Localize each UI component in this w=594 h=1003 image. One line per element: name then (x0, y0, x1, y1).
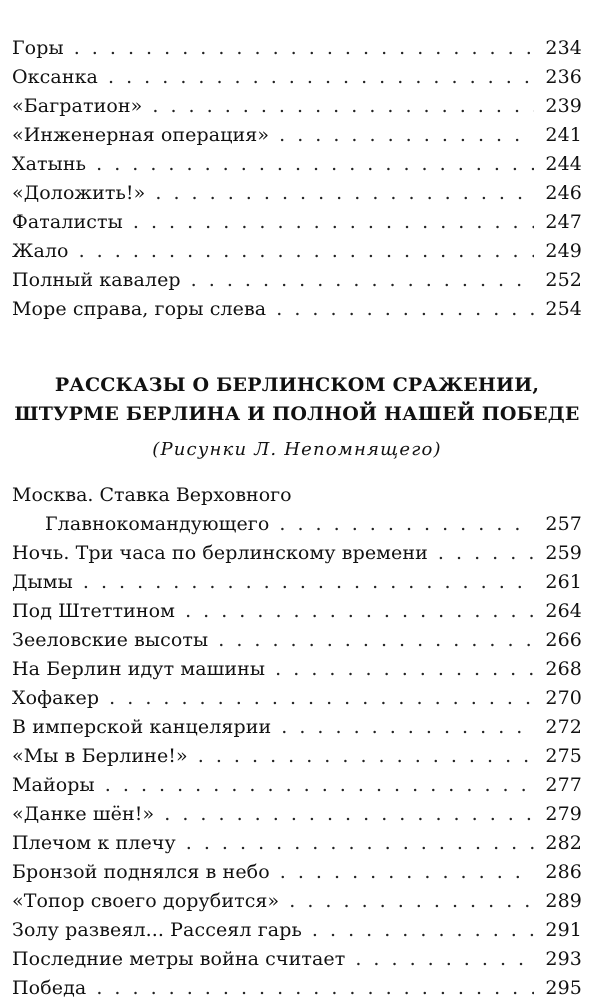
toc-entry (12, 539, 582, 568)
dot-leader (79, 237, 534, 266)
toc-entry-page: 277 (545, 774, 582, 796)
toc-entry (12, 800, 582, 829)
toc-entry (12, 945, 582, 974)
dot-leader (279, 510, 534, 539)
toc-entry-title: Море справа, горы слева (12, 298, 267, 320)
toc-entry (12, 916, 582, 945)
toc-entry-page: 279 (545, 803, 582, 825)
toc-entry-title: Под Штеттином (12, 600, 176, 622)
toc-entry-title: Жало (12, 240, 69, 262)
toc-entry (12, 150, 582, 179)
dot-leader (74, 34, 534, 63)
toc-entry-title: Плечом к плечу (12, 832, 176, 854)
toc-entry (12, 858, 582, 887)
toc-entry-title: Бронзой поднялся в небо (12, 861, 270, 883)
dot-leader (281, 713, 534, 742)
toc-entry-page: 249 (545, 240, 582, 262)
dot-leader (109, 684, 534, 713)
section-heading-line-2: ШТУРМЕ БЕРЛИНА И ПОЛНОЙ НАШЕЙ ПОБЕДЕ (14, 403, 580, 425)
toc-entry (12, 742, 582, 771)
toc-entry-page: 234 (545, 37, 582, 59)
toc-entry-title: «Мы в Берлине!» (12, 745, 188, 767)
toc-entry-page: 252 (545, 269, 582, 291)
dot-leader (186, 829, 534, 858)
toc-entry-title: Дымы (12, 571, 73, 593)
toc-entry-page: 266 (545, 629, 582, 651)
toc-entry (12, 92, 582, 121)
dot-leader (96, 150, 534, 179)
toc-entry-page: 257 (545, 513, 582, 535)
toc-entry-title: Фаталисты (12, 211, 123, 233)
toc-entry (12, 771, 582, 800)
dot-leader (152, 92, 534, 121)
toc-entry-page: 239 (545, 95, 582, 117)
toc-entry-title: Хатынь (12, 153, 87, 175)
toc-entry-page: 289 (545, 890, 582, 912)
toc-entry-page: 254 (545, 298, 582, 320)
toc-entry-page: 295 (545, 977, 582, 999)
section-heading-line-1: РАССКАЗЫ О БЕРЛИНСКОМ СРАЖЕНИИ, (54, 374, 540, 396)
dot-leader (289, 887, 534, 916)
toc-entry-title: «Данке шён!» (12, 803, 155, 825)
dot-leader (276, 295, 534, 324)
toc-entry-title: «Багратион» (12, 95, 143, 117)
toc-entry-page: 291 (545, 919, 582, 941)
toc-entry-page: 282 (545, 832, 582, 854)
toc-list-part-1 (12, 34, 582, 324)
toc-entry (12, 266, 582, 295)
toc-entry-page: 268 (545, 658, 582, 680)
toc-entry (12, 510, 582, 539)
toc-entry-title-line-2: Главнокомандующего (45, 513, 270, 535)
toc-entry-page: 270 (545, 687, 582, 709)
toc-entry-title: Хофакер (12, 687, 100, 709)
toc-entry (12, 887, 582, 916)
toc-entry (12, 655, 582, 684)
dot-leader (185, 597, 534, 626)
toc-entry-title: «Доложить!» (12, 182, 146, 204)
dot-leader (275, 655, 534, 684)
toc-entry-title: Зееловские высоты (12, 629, 209, 651)
toc-entry-page: 275 (545, 745, 582, 767)
dot-leader (133, 208, 534, 237)
toc-entry-page: 247 (545, 211, 582, 233)
toc-entry-title: Полный кавалер (12, 269, 181, 291)
toc-entry-title: Последние метры война считает (12, 948, 346, 970)
toc-entry-page: 236 (545, 66, 582, 88)
toc-entry (12, 829, 582, 858)
dot-leader (108, 63, 534, 92)
toc-entry-title: Победа (12, 977, 87, 999)
toc-entry (12, 597, 582, 626)
toc-entry-title: Золу развеял... Рассеял гарь (12, 919, 302, 941)
toc-entry-title: На Берлин идут машины (12, 658, 266, 680)
toc-entry (12, 121, 582, 150)
dot-leader (438, 539, 534, 568)
dot-leader (355, 945, 534, 974)
toc-entry-page: 286 (545, 861, 582, 883)
toc-entry-title: «Инженерная операция» (12, 124, 270, 146)
toc-entry-page: 259 (545, 542, 582, 564)
toc-entry (12, 34, 582, 63)
toc-entry-title: «Топор своего дорубится» (12, 890, 280, 912)
toc-entry (12, 713, 582, 742)
dot-leader (164, 800, 534, 829)
toc-entry (12, 237, 582, 266)
toc-entry-page: 293 (545, 948, 582, 970)
toc-entry (12, 684, 582, 713)
toc-entry-page: 264 (545, 600, 582, 622)
toc-entry (12, 179, 582, 208)
toc-entry-title: В имперской канцелярии (12, 716, 272, 738)
toc-entry-page: 244 (545, 153, 582, 175)
dot-leader (83, 568, 534, 597)
toc-entry-page: 246 (545, 182, 582, 204)
toc-entry-title: Ночь. Три часа по берлинскому времени (12, 542, 428, 564)
dot-leader (96, 974, 534, 1003)
toc-entry-page: 272 (545, 716, 582, 738)
toc-entry-page: 241 (545, 124, 582, 146)
dot-leader (198, 742, 534, 771)
dot-leader (218, 626, 534, 655)
dot-leader (312, 916, 534, 945)
toc-entry (12, 974, 582, 1003)
illustrations-credit: (Рисунки Л. Непомнящего) (152, 439, 442, 460)
dot-leader (155, 179, 534, 208)
dot-leader (105, 771, 534, 800)
toc-entry-page: 261 (545, 571, 582, 593)
toc-entry (12, 626, 582, 655)
toc-entry (12, 568, 582, 597)
toc-entry-title: Майоры (12, 774, 95, 796)
toc-list-part-2 (12, 481, 582, 1003)
toc-entry-title: Горы (12, 37, 64, 59)
toc-entry (12, 295, 582, 324)
dot-leader (280, 858, 534, 887)
dot-leader (279, 121, 534, 150)
toc-entry-title-line-1: Москва. Ставка Верховного (12, 484, 292, 506)
toc-entry-title: Оксанка (12, 66, 98, 88)
dot-leader (191, 266, 534, 295)
toc-entry (12, 208, 582, 237)
toc-entry (12, 63, 582, 92)
